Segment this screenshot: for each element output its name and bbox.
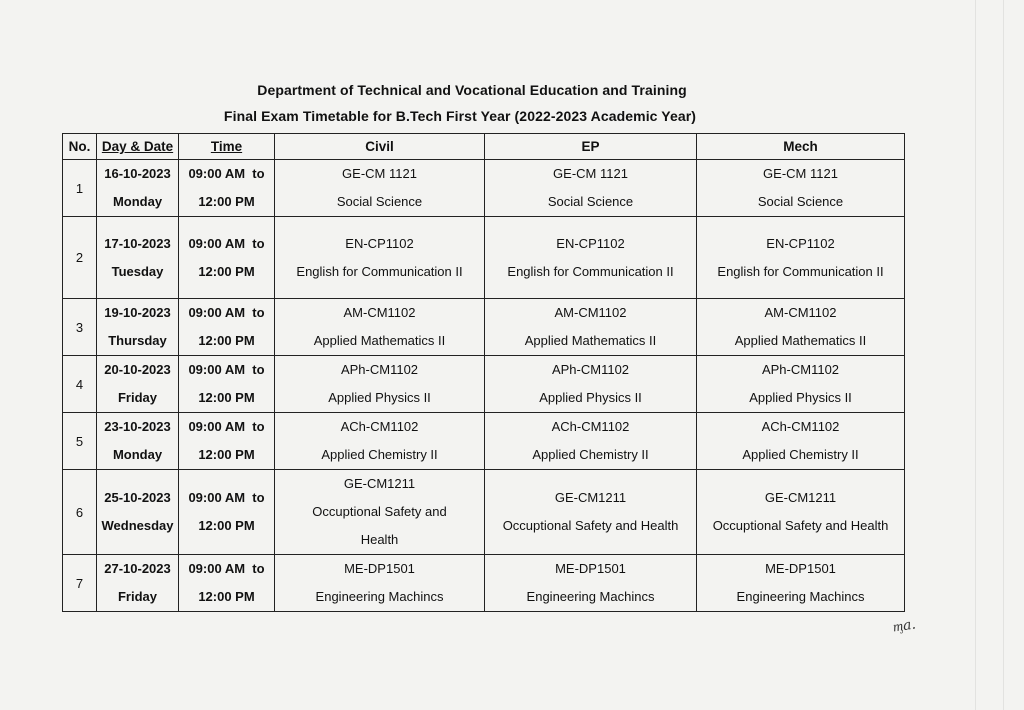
department-title: Department of Technical and Vocational Education and Training: [257, 82, 687, 98]
day-date-cell: [97, 217, 179, 299]
row-number: 1: [63, 160, 97, 217]
course-subject: Occuptional Safety and: [312, 504, 447, 519]
course-code: EN-CP1102: [345, 235, 414, 251]
day-date-cell: [97, 160, 179, 217]
course-subject: Applied Chemistry II: [321, 447, 438, 462]
time-end: 12:00 PM: [198, 390, 255, 405]
civil-cell: [275, 470, 485, 555]
course-code: GE-CM1211: [343, 476, 416, 491]
course-subject: Social Science: [757, 194, 844, 209]
ep-cell: [485, 555, 697, 612]
course-code: APh-CM1102: [551, 362, 630, 377]
time-start: 09:00 AM to: [188, 419, 265, 434]
time-end: 12:00 PM: [198, 194, 255, 209]
header-ep: EP: [485, 134, 697, 160]
row-number: 5: [63, 413, 97, 470]
course-code: EN-CP1102: [556, 235, 625, 251]
row-number: 3: [63, 299, 97, 356]
course-code: APh-CM1102: [761, 362, 840, 377]
exam-day: Tuesday: [111, 263, 164, 279]
table-row: [63, 470, 905, 555]
course-subject: Applied Chemistry II: [532, 447, 649, 462]
course-subject: Social Science: [336, 194, 423, 209]
course-subject: Engineering Machincs: [315, 589, 444, 604]
mech-cell: [697, 217, 905, 299]
table-row: [63, 299, 905, 356]
time-end: 12:00 PM: [198, 263, 255, 279]
mech-cell: [697, 470, 905, 555]
time-cell: [179, 555, 275, 612]
course-code: APh-CM1102: [340, 362, 419, 377]
course-subject: English for Communication II: [507, 263, 674, 279]
row-number: 4: [63, 356, 97, 413]
course-code: AM-CM1102: [554, 305, 627, 320]
course-subject: Social Science: [547, 194, 634, 209]
time-cell: [179, 299, 275, 356]
time-cell: [179, 160, 275, 217]
civil-cell: [275, 217, 485, 299]
day-date-cell: [97, 299, 179, 356]
ep-cell: [485, 217, 697, 299]
table-row: [63, 356, 905, 413]
time-start: 09:00 AM to: [188, 561, 265, 576]
exam-date: 20-10-2023: [104, 362, 171, 377]
civil-cell: [275, 413, 485, 470]
table-row: [63, 413, 905, 470]
civil-cell: [275, 356, 485, 413]
course-code: GE-CM1211: [764, 490, 837, 505]
course-code: AM-CM1102: [764, 305, 837, 320]
course-subject: Applied Physics II: [539, 390, 642, 405]
table-row: [63, 160, 905, 217]
course-code: ME-DP1501: [344, 561, 415, 576]
mech-cell: [697, 160, 905, 217]
time-start: 09:00 AM to: [188, 235, 265, 251]
ep-cell: [485, 470, 697, 555]
course-code: GE-CM1211: [554, 490, 627, 505]
course-subject: English for Communication II: [717, 263, 884, 279]
course-subject: Applied Chemistry II: [742, 447, 859, 462]
mech-cell: [697, 555, 905, 612]
course-subject: English for Communication II: [296, 263, 463, 279]
time-end: 12:00 PM: [198, 333, 255, 348]
exam-day: Thursday: [108, 333, 167, 348]
civil-cell: [275, 299, 485, 356]
course-code: GE-CM 1121: [763, 166, 838, 181]
exam-day: Wednesday: [101, 518, 174, 533]
time-start: 09:00 AM to: [188, 166, 265, 181]
exam-timetable: [62, 133, 905, 612]
civil-cell: [275, 160, 485, 217]
course-subject: Engineering Machincs: [526, 589, 655, 604]
table-row: [63, 217, 905, 299]
mech-cell: [697, 299, 905, 356]
header-day-date: Day & Date: [97, 134, 179, 160]
timetable-title: Final Exam Timetable for B.Tech First Year (2022-2023 Academic Year): [223, 108, 697, 124]
exam-date: 23-10-2023: [104, 419, 171, 434]
exam-date: 19-10-2023: [104, 305, 171, 320]
course-subject: Occuptional Safety and Health: [502, 518, 679, 533]
time-end: 12:00 PM: [198, 589, 255, 604]
ep-cell: [485, 160, 697, 217]
course-code: AM-CM1102: [343, 305, 416, 320]
course-code: GE-CM 1121: [553, 166, 628, 181]
mech-cell: [697, 356, 905, 413]
time-end: 12:00 PM: [198, 518, 255, 533]
course-code: EN-CP1102: [766, 235, 835, 251]
course-subject: Applied Mathematics II: [734, 333, 867, 348]
row-number: 6: [63, 470, 97, 555]
row-number: 2: [63, 217, 97, 299]
mech-cell: [697, 413, 905, 470]
exam-date: 17-10-2023: [104, 235, 171, 251]
row-number: 7: [63, 555, 97, 612]
course-subject: Occuptional Safety and Health: [712, 518, 889, 533]
exam-date: 25-10-2023: [104, 490, 171, 505]
exam-day: Friday: [117, 390, 157, 405]
time-start: 09:00 AM to: [188, 362, 265, 377]
exam-date: 16-10-2023: [104, 166, 171, 181]
exam-day: Friday: [117, 589, 157, 604]
header-civil: Civil: [275, 134, 485, 160]
course-code: ACh-CM1102: [551, 419, 630, 434]
ep-cell: [485, 413, 697, 470]
table-row: [63, 555, 905, 612]
course-subject: Engineering Machincs: [736, 589, 865, 604]
time-end: 12:00 PM: [198, 447, 255, 462]
time-cell: [179, 470, 275, 555]
table-header-row: [63, 134, 905, 160]
day-date-cell: [97, 413, 179, 470]
course-subject: Applied Physics II: [328, 390, 431, 405]
exam-day: Monday: [112, 194, 163, 209]
header-time: Time: [179, 134, 275, 160]
scan-edge-line: [975, 0, 976, 710]
day-date-cell: [97, 555, 179, 612]
day-date-cell: [97, 356, 179, 413]
header-mech: Mech: [697, 134, 905, 160]
exam-date: 27-10-2023: [104, 561, 171, 576]
header-no: No.: [63, 134, 97, 160]
ep-cell: [485, 299, 697, 356]
time-cell: [179, 217, 275, 299]
day-date-cell: [97, 470, 179, 555]
ep-cell: [485, 356, 697, 413]
course-subject: Applied Mathematics II: [524, 333, 657, 348]
course-subject: Applied Physics II: [749, 390, 852, 405]
time-start: 09:00 AM to: [188, 305, 265, 320]
course-subject-continued: Health: [360, 532, 399, 547]
course-code: ACh-CM1102: [761, 419, 840, 434]
time-cell: [179, 413, 275, 470]
time-start: 09:00 AM to: [188, 490, 265, 505]
scan-edge-line: [1003, 0, 1004, 710]
civil-cell: [275, 555, 485, 612]
course-code: ME-DP1501: [555, 561, 626, 576]
handwritten-signature: ᶆa.: [891, 616, 917, 636]
course-code: ME-DP1501: [765, 561, 836, 576]
course-code: GE-CM 1121: [342, 166, 417, 181]
time-cell: [179, 356, 275, 413]
course-code: ACh-CM1102: [340, 419, 419, 434]
exam-day: Monday: [112, 447, 163, 462]
course-subject: Applied Mathematics II: [313, 333, 446, 348]
